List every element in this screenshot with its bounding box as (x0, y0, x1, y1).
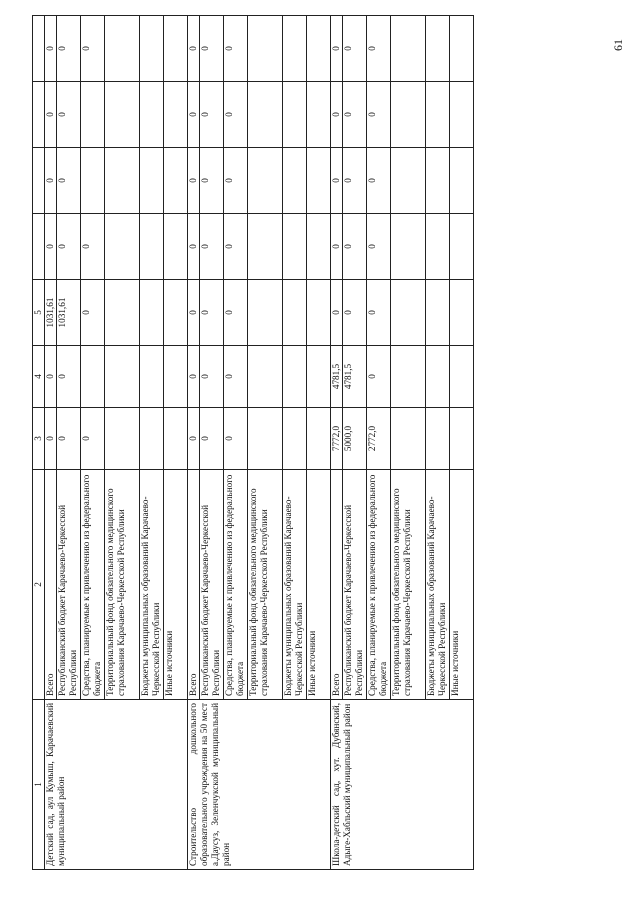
value-cell: 0 (45, 16, 57, 82)
value-cell: 0 (224, 280, 248, 346)
value-cell: 0 (81, 408, 105, 470)
value-cell: 7772,0 (331, 408, 343, 470)
funding-source-cell: Бюджеты муниципальных образований Карачаево-Черкесской Республики (426, 470, 450, 700)
value-cell (81, 346, 105, 408)
value-cell (307, 280, 331, 346)
value-cell (140, 346, 164, 408)
project-name-cell: Школа-детский сад, хут. Дубянский, Адыге-Хабльский муниципальный район (331, 700, 474, 870)
value-cell: 0 (45, 214, 57, 280)
funding-source-cell: Всего (188, 470, 200, 700)
value-cell: 0 (188, 148, 200, 214)
value-cell (283, 214, 307, 280)
value-cell (450, 408, 474, 470)
value-cell: 0 (224, 82, 248, 148)
value-cell: 0 (367, 280, 391, 346)
value-cell: 0 (343, 280, 367, 346)
value-cell (450, 16, 474, 82)
value-cell (140, 82, 164, 148)
value-cell: 0 (224, 214, 248, 280)
funding-source-cell: Средства, планируемые к привлечению из федерального бюджета (367, 470, 391, 700)
value-cell: 0 (57, 214, 81, 280)
funding-source-cell: Всего (331, 470, 343, 700)
column-header (33, 148, 45, 214)
value-cell (140, 280, 164, 346)
value-cell (105, 82, 140, 148)
value-cell: 0 (331, 280, 343, 346)
value-cell: 0 (224, 346, 248, 408)
value-cell: 0 (45, 148, 57, 214)
value-cell: 0 (200, 214, 224, 280)
column-header (33, 16, 45, 82)
funding-source-cell: Республиканский бюджет Карачаево-Черкесской Республики (343, 470, 367, 700)
value-cell (164, 82, 188, 148)
value-cell (105, 408, 140, 470)
value-cell: 0 (81, 16, 105, 82)
value-cell: 2772,0 (367, 408, 391, 470)
column-header: 4 (33, 346, 45, 408)
value-cell (426, 408, 450, 470)
value-cell: 0 (188, 280, 200, 346)
value-cell (283, 16, 307, 82)
value-cell (391, 16, 426, 82)
column-header: 2 (33, 470, 45, 700)
value-cell: 0 (57, 16, 81, 82)
value-cell (391, 148, 426, 214)
table-row (45, 16, 57, 870)
value-cell: 0 (343, 214, 367, 280)
value-cell: 0 (367, 82, 391, 148)
value-cell: 0 (45, 82, 57, 148)
value-cell (450, 148, 474, 214)
value-cell: 0 (57, 82, 81, 148)
value-cell: 0 (224, 16, 248, 82)
project-name-cell: Строительство дошкольного образовательного учреждения на 50 мест а.Даусуз, Зеленчукской муниципальный район (188, 700, 331, 870)
table-row (331, 16, 343, 870)
value-cell (164, 280, 188, 346)
table-row (188, 16, 200, 870)
value-cell (426, 148, 450, 214)
value-cell (450, 82, 474, 148)
value-cell: 0 (367, 16, 391, 82)
value-cell (248, 82, 283, 148)
rotated-page (32, 15, 602, 870)
value-cell (307, 408, 331, 470)
value-cell (391, 280, 426, 346)
value-cell (307, 214, 331, 280)
value-cell (164, 408, 188, 470)
funding-source-cell: Территориальный фонд обязательного медицинского страхования Карачаево-Черкесской Республики (105, 470, 140, 700)
value-cell (391, 346, 426, 408)
value-cell: 0 (200, 346, 224, 408)
column-header: 3 (33, 408, 45, 470)
funding-source-cell: Бюджеты муниципальных образований Карачаево-Черкесской Республики (140, 470, 164, 700)
value-cell: 0 (45, 346, 57, 408)
value-cell: 0 (81, 214, 105, 280)
value-cell: 0 (331, 82, 343, 148)
column-header: 1 (33, 700, 45, 870)
value-cell: 0 (343, 82, 367, 148)
project-name-cell: Детский сад, аул Кумыш, Карачаевский муниципальный район (45, 700, 188, 870)
value-cell: 0 (200, 280, 224, 346)
value-cell (307, 148, 331, 214)
value-cell (391, 214, 426, 280)
funding-source-cell: Бюджеты муниципальных образований Карачаево-Черкесской Республики (283, 470, 307, 700)
value-cell: 0 (200, 82, 224, 148)
value-cell: 0 (200, 148, 224, 214)
value-cell (450, 214, 474, 280)
funding-source-cell: Средства, планируемые к привлечению из федерального бюджета (81, 470, 105, 700)
value-cell (283, 148, 307, 214)
funding-source-cell: Иные источники (164, 470, 188, 700)
value-cell (283, 346, 307, 408)
value-cell: 0 (188, 16, 200, 82)
value-cell: 0 (57, 346, 81, 408)
value-cell (391, 82, 426, 148)
funding-source-cell: Всего (45, 470, 57, 700)
value-cell: 1031,61 (57, 280, 81, 346)
value-cell: 0 (57, 408, 81, 470)
value-cell (105, 214, 140, 280)
value-cell (248, 280, 283, 346)
value-cell (248, 148, 283, 214)
value-cell (450, 280, 474, 346)
value-cell (140, 148, 164, 214)
column-header: 5 (33, 280, 45, 346)
value-cell (391, 408, 426, 470)
value-cell (105, 280, 140, 346)
funding-source-cell: Республиканский бюджет Карачаево-Черкесской Республики (57, 470, 81, 700)
value-cell: 0 (343, 16, 367, 82)
value-cell (164, 16, 188, 82)
value-cell: 4781,5 (343, 346, 367, 408)
value-cell: 0 (367, 346, 391, 408)
value-cell: 0 (200, 16, 224, 82)
value-cell (426, 16, 450, 82)
header-row (33, 16, 45, 870)
value-cell (81, 148, 105, 214)
value-cell: 0 (224, 408, 248, 470)
value-cell (164, 346, 188, 408)
value-cell: 4781,5 (331, 346, 343, 408)
value-cell: 0 (200, 408, 224, 470)
page-number: 61 (611, 39, 625, 51)
funding-source-cell: Иные источники (307, 470, 331, 700)
value-cell (450, 346, 474, 408)
value-cell (248, 346, 283, 408)
value-cell: 0 (188, 346, 200, 408)
funding-source-cell: Территориальный фонд обязательного медицинского страхования Карачаево-Черкесской Республики (391, 470, 426, 700)
value-cell: 0 (367, 148, 391, 214)
value-cell: 0 (81, 280, 105, 346)
value-cell (140, 16, 164, 82)
funding-source-cell: Средства, планируемые к привлечению из федерального бюджета (224, 470, 248, 700)
funding-source-cell: Республиканский бюджет Карачаево-Черкесской Республики (200, 470, 224, 700)
value-cell (426, 214, 450, 280)
value-cell (283, 408, 307, 470)
value-cell: 0 (188, 408, 200, 470)
value-cell: 0 (331, 16, 343, 82)
value-cell (164, 148, 188, 214)
value-cell (426, 346, 450, 408)
value-cell (283, 82, 307, 148)
value-cell (105, 346, 140, 408)
value-cell (307, 16, 331, 82)
value-cell (248, 214, 283, 280)
value-cell (105, 148, 140, 214)
value-cell (164, 214, 188, 280)
value-cell (248, 16, 283, 82)
value-cell (426, 82, 450, 148)
value-cell (283, 280, 307, 346)
funding-source-cell: Территориальный фонд обязательного медицинского страхования Карачаево-Черкесской Республики (248, 470, 283, 700)
value-cell: 0 (188, 82, 200, 148)
value-cell (307, 82, 331, 148)
value-cell: 1031,61 (45, 280, 57, 346)
value-cell: 0 (331, 148, 343, 214)
value-cell: 0 (45, 408, 57, 470)
column-header (33, 82, 45, 148)
value-cell: 0 (188, 214, 200, 280)
value-cell (105, 16, 140, 82)
value-cell: 5000,0 (343, 408, 367, 470)
column-header (33, 214, 45, 280)
value-cell (140, 214, 164, 280)
value-cell: 0 (367, 214, 391, 280)
value-cell (248, 408, 283, 470)
value-cell (307, 346, 331, 408)
value-cell: 0 (224, 148, 248, 214)
value-cell: 0 (331, 214, 343, 280)
funding-table (32, 15, 474, 870)
value-cell: 0 (57, 148, 81, 214)
value-cell (140, 408, 164, 470)
value-cell (81, 82, 105, 148)
value-cell (426, 280, 450, 346)
value-cell: 0 (343, 148, 367, 214)
funding-source-cell: Иные источники (450, 470, 474, 700)
